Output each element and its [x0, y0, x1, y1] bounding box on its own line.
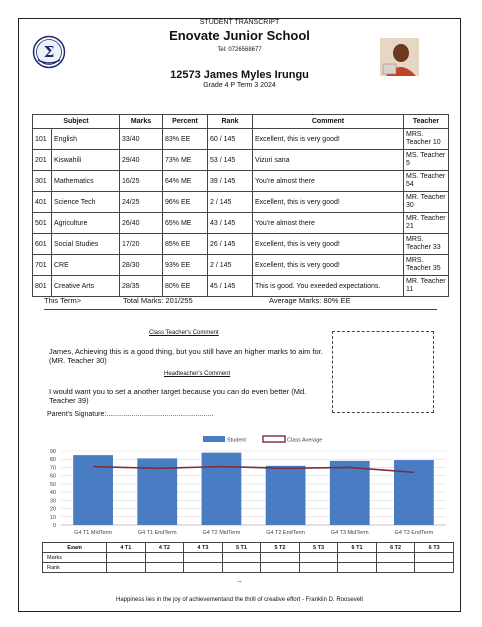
- row-marks: 28/35: [120, 276, 163, 297]
- row-subject: Creative Arts: [52, 276, 120, 297]
- row-code: 501: [33, 213, 52, 234]
- row-comment: You're almost there: [253, 171, 404, 192]
- legend-swatch: [263, 436, 285, 442]
- student-bar: [266, 466, 306, 525]
- exam-cell: [145, 563, 184, 573]
- student-bar: [202, 453, 242, 525]
- table-row: [33, 192, 449, 213]
- row-code: 401: [33, 192, 52, 213]
- exam-header-row: [43, 543, 454, 553]
- class-teacher-comment: James, Achieving this is a good thing, but you still have an higher marks to aim for. (MR. Teacher 30): [49, 347, 323, 365]
- row-rank: 53 / 145: [208, 150, 253, 171]
- y-tick-label: 10: [49, 514, 56, 521]
- row-subject: CRE: [52, 255, 120, 276]
- exam-row: [43, 553, 454, 563]
- x-tick-label: G4 T3 EndTerm: [394, 530, 434, 536]
- exam-cell: [261, 553, 300, 563]
- row-marks: 28/30: [120, 255, 163, 276]
- table-row: [33, 234, 449, 255]
- header-percent: Percent: [163, 115, 208, 129]
- exam-cell: [299, 553, 338, 563]
- row-rank: 39 / 145: [208, 171, 253, 192]
- row-subject: Kiswahili: [52, 150, 120, 171]
- exam-cell: [338, 553, 377, 563]
- table-row: [33, 255, 449, 276]
- exam-row: [43, 563, 454, 573]
- row-teacher: MS. Teacher 54: [404, 171, 449, 192]
- exam-header-cell: 6 T1: [338, 543, 377, 553]
- footer-dash: --: [237, 579, 242, 585]
- row-code: 601: [33, 234, 52, 255]
- y-tick-label: 30: [49, 498, 56, 505]
- footer-quote: Happiness lies in the joy of achievementand the thrill of creative effort - Franklin D. Roosevelt: [115, 597, 363, 603]
- table-row: [33, 276, 449, 297]
- parent-signature: Parent's Signature:.......................................................: [47, 411, 214, 418]
- exam-cell: [222, 563, 261, 573]
- legend-label: Class Average: [287, 437, 323, 444]
- y-tick-label: 60: [49, 473, 56, 480]
- row-marks: 33/40: [120, 129, 163, 150]
- this-term-label: This Term>: [44, 296, 82, 305]
- row-comment: Excellent, this is very good!: [253, 129, 404, 150]
- row-subject: Agriculture: [52, 213, 120, 234]
- student-photo: [380, 38, 419, 76]
- y-tick-label: 20: [49, 506, 56, 513]
- student-name: 12573 James Myles Irungu: [170, 69, 309, 81]
- exam-cell: [184, 553, 223, 563]
- y-tick-label: 90: [49, 449, 56, 455]
- exam-header-cell: 4 T2: [145, 543, 184, 553]
- stamp-box: [332, 331, 434, 413]
- row-comment: Vizuri sana: [253, 150, 404, 171]
- exam-header-cell: 5 T2: [261, 543, 300, 553]
- row-marks: 26/40: [120, 213, 163, 234]
- x-tick-label: G4 T2 EndTerm: [266, 530, 305, 536]
- header-comment: Comment: [253, 115, 404, 129]
- y-tick-label: 40: [49, 490, 56, 497]
- exam-cell: [261, 563, 300, 573]
- table-row: [33, 213, 449, 234]
- y-tick-label: 80: [49, 457, 56, 464]
- divider: [44, 309, 437, 310]
- svg-text:Σ: Σ: [43, 43, 55, 61]
- row-code: 201: [33, 150, 52, 171]
- row-percent: 73% ME: [163, 150, 208, 171]
- row-rank: 2 / 145: [208, 255, 253, 276]
- row-teacher: MS. Teacher 5: [404, 150, 449, 171]
- row-marks: 16/25: [120, 171, 163, 192]
- school-tel: Tel: 0726568677: [217, 47, 262, 53]
- header-subject: Subject: [33, 115, 120, 129]
- exam-header-cell: 6 T2: [376, 543, 415, 553]
- exam-cell: [338, 563, 377, 573]
- row-teacher: MRS. Teacher 33: [404, 234, 449, 255]
- row-rank: 43 / 145: [208, 213, 253, 234]
- exam-cell: [376, 563, 415, 573]
- row-percent: 83% EE: [163, 129, 208, 150]
- row-teacher: MR. Teacher 30: [404, 192, 449, 213]
- transcript-page: [18, 18, 461, 612]
- table-row: [33, 150, 449, 171]
- exam-row-label: Rank: [43, 563, 107, 573]
- row-comment: Excellent, this is very good!: [253, 234, 404, 255]
- y-tick-label: 50: [49, 481, 56, 488]
- class-teacher-heading: Class Teacher's Comment: [149, 330, 219, 336]
- row-code: 101: [33, 129, 52, 150]
- header-teacher: Teacher: [404, 115, 449, 129]
- row-percent: 85% EE: [163, 234, 208, 255]
- headteacher-heading: Headteacher's Comment: [164, 371, 231, 377]
- header-marks: Marks: [120, 115, 163, 129]
- exam-header-cell: 5 T3: [299, 543, 338, 553]
- performance-chart: [31, 431, 451, 536]
- row-subject: Social Studies: [52, 234, 120, 255]
- document-title: STUDENT TRANSCRIPT: [199, 19, 280, 26]
- exam-cell: [415, 563, 454, 573]
- exam-cell: [107, 563, 146, 573]
- row-comment: This is good. You exeeded expectations.: [253, 276, 404, 297]
- exam-cell: [184, 563, 223, 573]
- row-percent: 96% EE: [163, 192, 208, 213]
- exam-cell: [145, 553, 184, 563]
- row-percent: 80% EE: [163, 276, 208, 297]
- exam-cell: [415, 553, 454, 563]
- student-bar: [330, 461, 370, 525]
- exam-header-cell: 4 T1: [107, 543, 146, 553]
- row-teacher: MRS. Teacher 35: [404, 255, 449, 276]
- x-tick-label: G4 T1 MidTerm: [74, 530, 112, 536]
- legend-swatch: [203, 436, 225, 442]
- exam-cell: [376, 553, 415, 563]
- row-percent: 93% EE: [163, 255, 208, 276]
- row-teacher: MR. Teacher 21: [404, 213, 449, 234]
- grade-term: Grade 4 P Term 3 2024: [203, 82, 276, 89]
- exam-cell: [222, 553, 261, 563]
- row-comment: Excellent, this is very good!: [253, 192, 404, 213]
- row-marks: 17/20: [120, 234, 163, 255]
- legend-label: Student: [227, 437, 246, 444]
- row-teacher: MR. Teacher 11: [404, 276, 449, 297]
- row-percent: 65% ME: [163, 213, 208, 234]
- row-rank: 2 / 145: [208, 192, 253, 213]
- header-rank: Rank: [208, 115, 253, 129]
- row-subject: Science Tech: [52, 192, 120, 213]
- row-teacher: MRS. Teacher 10: [404, 129, 449, 150]
- headteacher-comment: I would want you to set a another target because you can do even better (Md. Teacher 39): [49, 387, 307, 405]
- total-marks: Total Marks: 201/255: [123, 296, 193, 305]
- row-comment: You're almost there: [253, 213, 404, 234]
- school-name: Enovate Junior School: [169, 28, 310, 43]
- table-row: [33, 129, 449, 150]
- exam-header-cell: 4 T3: [184, 543, 223, 553]
- exam-header-cell: 5 T1: [222, 543, 261, 553]
- marks-table-header: [33, 115, 449, 129]
- row-marks: 24/25: [120, 192, 163, 213]
- exam-header-cell: 6 T3: [415, 543, 454, 553]
- y-tick-label: 0: [52, 523, 56, 529]
- row-rank: 26 / 145: [208, 234, 253, 255]
- exam-header-cell: Exam: [43, 543, 107, 553]
- row-marks: 29/40: [120, 150, 163, 171]
- y-tick-label: 70: [49, 465, 56, 472]
- table-row: [33, 171, 449, 192]
- row-percent: 64% ME: [163, 171, 208, 192]
- marks-table: [32, 114, 449, 297]
- row-subject: Mathematics: [52, 171, 120, 192]
- exam-cell: [107, 553, 146, 563]
- student-bar: [73, 455, 113, 525]
- average-marks: Average Marks: 80% EE: [269, 296, 351, 305]
- exam-row-label: Marks: [43, 553, 107, 563]
- exam-history-table: [42, 542, 454, 573]
- row-rank: 60 / 145: [208, 129, 253, 150]
- row-comment: Excellent, this is very good!: [253, 255, 404, 276]
- row-code: 801: [33, 276, 52, 297]
- student-photo-icon: [380, 38, 419, 76]
- row-code: 301: [33, 171, 52, 192]
- row-code: 701: [33, 255, 52, 276]
- x-tick-label: G4 T3 MidTerm: [330, 530, 369, 536]
- student-bar: [394, 460, 434, 525]
- x-tick-label: G4 T1 EndTerm: [137, 530, 177, 536]
- row-rank: 45 / 145: [208, 276, 253, 297]
- exam-cell: [299, 563, 338, 573]
- row-subject: English: [52, 129, 120, 150]
- x-tick-label: G4 T2 MidTerm: [202, 530, 241, 536]
